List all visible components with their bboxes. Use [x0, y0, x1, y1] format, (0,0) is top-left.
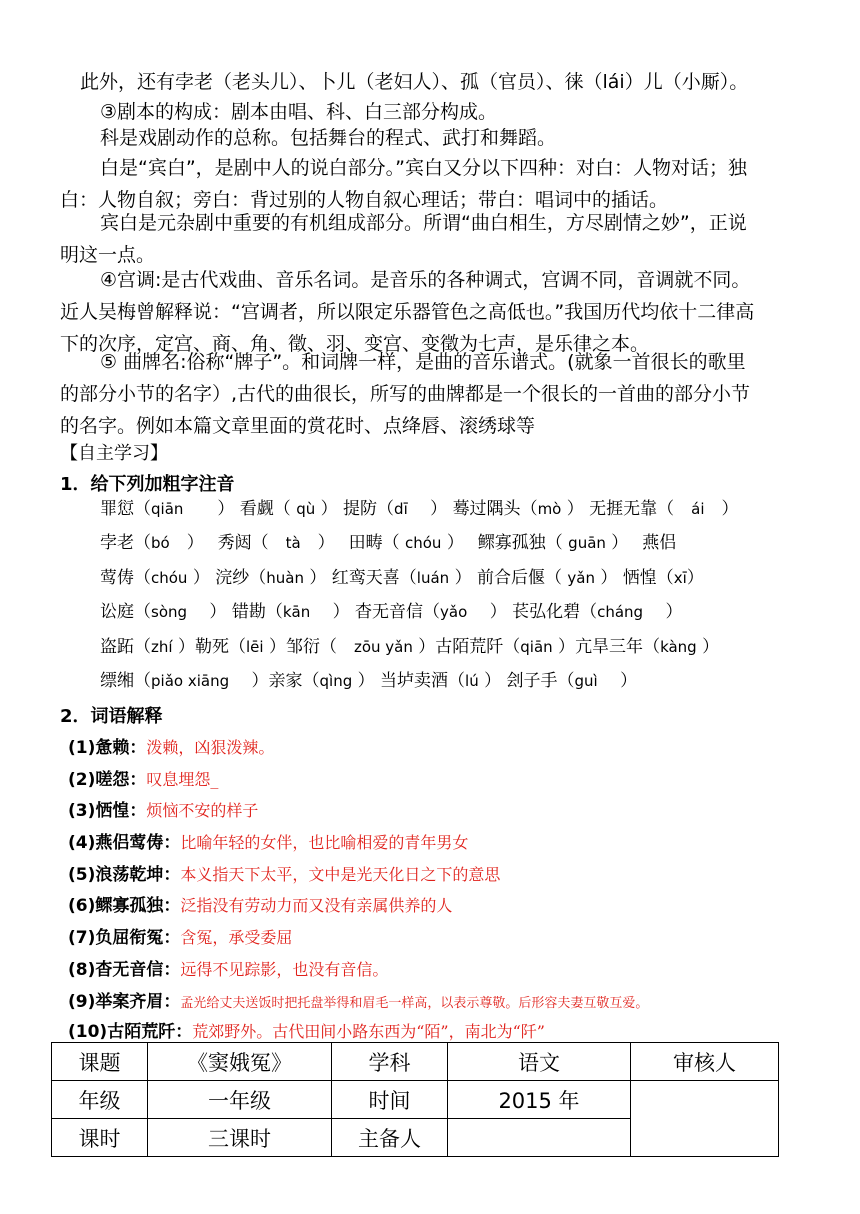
- vocab-word: 杳无音信: [355, 602, 424, 622]
- pinyin: lú: [465, 672, 479, 690]
- pinyin: ái: [691, 500, 705, 518]
- term-label: (7)负屈衔冤：: [68, 928, 181, 948]
- section-title: 【自主学习】: [60, 443, 168, 464]
- vocab-word: 田畴: [348, 533, 383, 553]
- vocab-word: 孛老: [100, 533, 134, 553]
- term-label: (2)嗟怨：: [68, 770, 147, 790]
- term-label: (4)燕侣莺俦：: [68, 833, 181, 853]
- vocab-word: 提防: [343, 499, 378, 519]
- vocab-word: 刽子手: [506, 671, 558, 691]
- term-item: [68, 955, 388, 980]
- term-item: [68, 765, 218, 790]
- term-label: (10)古陌荒阡：: [68, 1022, 193, 1042]
- pinyin: xī: [673, 569, 687, 587]
- term-item: [68, 1017, 545, 1042]
- pinyin: zōu yǎn: [353, 638, 413, 656]
- pinyin: chóu: [405, 534, 442, 552]
- paragraph: [80, 66, 748, 98]
- pinyin: guì: [574, 672, 598, 690]
- term-label: (3)恓惶：: [68, 801, 147, 821]
- pinyin: bó: [151, 534, 170, 552]
- term-label: (5)浪荡乾坤：: [68, 865, 181, 885]
- pinyin: kān: [282, 603, 311, 621]
- vocab-word: 前合后偃: [476, 568, 545, 588]
- vocab-word: 无捱无靠: [589, 499, 658, 519]
- vocab-word: 错勘: [231, 602, 266, 622]
- text-line: ⑤ 曲牌名:俗称“牌子”。和词牌一样，是曲的音乐谱式。(就象一首很长的歌里: [100, 351, 746, 373]
- term-item: [68, 796, 258, 821]
- pinyin: chóu: [151, 569, 188, 587]
- label-subject: 学科: [332, 1043, 448, 1081]
- question-1-title: 1．给下列加粗字注音: [60, 474, 235, 495]
- pinyin: dī: [394, 500, 408, 518]
- pinyin: sòng: [151, 603, 188, 621]
- vocab-word: 蓦过隅头: [452, 499, 521, 519]
- text-line: ③剧本的构成：剧本由唱、科、白三部分构成。: [100, 101, 498, 123]
- term-item: [68, 860, 500, 885]
- value-subject: 语文: [448, 1043, 631, 1081]
- vocab-word: 古陌荒阡: [435, 637, 504, 657]
- term-item: [68, 891, 452, 916]
- value-reviewer: [631, 1081, 779, 1157]
- vocab-word: 莺俦: [100, 568, 134, 588]
- value-hours: 三课时: [148, 1119, 332, 1157]
- text-line: 下的次序，定宫、商、角、徵、羽、变宫、变徵为七声，是乐律之本。: [60, 333, 650, 355]
- pinyin: qìng: [319, 672, 353, 690]
- pinyin: qù: [296, 500, 316, 518]
- lesson-info-table: [51, 1042, 779, 1157]
- text-line: 明这一点。: [60, 244, 156, 266]
- value-grade: 一年级: [148, 1081, 332, 1119]
- vocab-word: 红鸾天喜: [331, 568, 400, 588]
- label-topic: 课题: [52, 1043, 148, 1081]
- term-label: (8)杳无音信：: [68, 960, 181, 980]
- vocab-word: 邹衍: [285, 637, 320, 657]
- pinyin: yǎn: [567, 569, 595, 587]
- vocab-word: 恓惶: [622, 568, 657, 588]
- text-line: 白：人物自叙；旁白：背过别的人物自叙心理话；带白：唱词中的插话。: [60, 189, 669, 211]
- pinyin: yǎo: [440, 603, 468, 621]
- vocab-word: 罪愆: [100, 499, 134, 519]
- text-line: 宾白是元杂剧中重要的有机组成部分。所谓“曲白相生，方尽剧情之妙”，正说: [100, 212, 747, 234]
- vocab-row: 莺俦（chóu ） 浣纱（huàn ） 红鸾天喜（luán ） 前合后偃（ yǎn ） 恓惶（xī）: [100, 568, 704, 588]
- term-definition: 叹息埋怨_: [146, 770, 219, 789]
- pinyin: tà: [285, 534, 301, 552]
- label-grade: 年级: [52, 1081, 148, 1119]
- term-definition: 孟光给丈夫送饭时把托盘举得和眉毛一样高，以表示尊敬。后形容夫妻互敬互爱。: [180, 996, 649, 1011]
- text-line: 此外，还有孛老（老头儿）、卜儿（老妇人）、孤（官员）、徕（lái）儿（小厮）。: [80, 71, 749, 93]
- term-definition: 比喻年轻的女伴，也比喻相爱的青年男女: [180, 833, 469, 852]
- text-line: 的名字。例如本篇文章里面的赏花时、点绛唇、滚绣球等: [60, 415, 536, 437]
- vocab-word: 讼庭: [100, 602, 134, 622]
- pinyin: piǎo xiāng: [151, 672, 230, 690]
- vocab-word: 勒死: [194, 637, 229, 657]
- term-definition: 泛指没有劳动力而又没有亲属供养的人: [180, 896, 453, 915]
- term-label: (1)惫赖：: [68, 738, 147, 758]
- pinyin: guān: [568, 534, 606, 552]
- text-line: 科是戏剧动作的总称。包括舞台的程式、武打和舞蹈。: [100, 127, 557, 149]
- term-label: (6)鳏寡孤独：: [68, 896, 181, 916]
- vocab-word: 亲家: [268, 671, 303, 691]
- pinyin: zhí: [151, 638, 173, 656]
- text-line: 近人吴梅曾解释说：“宫调者，所以限定乐器管色之高低也。”我国历代均依十二律高: [60, 301, 755, 323]
- paragraph: [60, 346, 750, 442]
- term-definition: 远得不见踪影，也没有音信。: [180, 960, 389, 979]
- label-reviewer: 审核人: [631, 1043, 779, 1081]
- vocab-word: 亢旱三年: [575, 637, 644, 657]
- text-line: ④宫调:是古代戏曲、音乐名词。是音乐的各种调式，宫调不同，音调就不同。: [100, 269, 751, 291]
- vocab-row: 孛老（bó ） 秀闼（ tà ） 田畴（ chóu ） 鳏寡孤独（ guān ） 燕侣: [100, 533, 677, 553]
- value-time: 2015 年: [448, 1081, 631, 1119]
- vocab-word: 缥缃: [100, 671, 134, 691]
- vocab-word: 苌弘化碧: [512, 602, 581, 622]
- pinyin: mò: [537, 500, 562, 518]
- paragraph: [100, 122, 556, 154]
- vocab-word: 当垆卖酒: [380, 671, 449, 691]
- vocab-row: 缥缃（piǎo xiāng ）亲家（qìng ） 当垆卖酒（lú ） 刽子手（guì ）: [100, 671, 638, 691]
- vocab-word: 鳏寡孤独: [477, 533, 546, 553]
- term-definition: 本义指天下太平，文中是光天化日之下的意思: [180, 865, 501, 884]
- term-definition: 烦恼不安的样子: [146, 801, 259, 820]
- value-author: [448, 1119, 631, 1157]
- vocab-word: 浣纱: [215, 568, 250, 588]
- pinyin: qiān: [151, 500, 184, 518]
- term-item: [68, 987, 648, 1012]
- term-definition: 荒郊野外。古代田间小路东西为“陌”，南北为“阡”: [192, 1022, 545, 1041]
- pinyin: qiān: [520, 638, 553, 656]
- term-item: [68, 828, 468, 853]
- term-label: (9)举案齐眉：: [68, 992, 181, 1012]
- pinyin: cháng: [597, 603, 644, 621]
- pinyin: huàn: [266, 569, 304, 587]
- term-item: [68, 923, 292, 948]
- pinyin: luán: [416, 569, 450, 587]
- text-line: 白是“宾白”，是剧中人的说白部分。”宾白又分以下四种：对白：人物对话；独: [100, 157, 748, 179]
- label-hours: 课时: [52, 1119, 148, 1157]
- question-2-title: 2．词语解释: [60, 706, 163, 727]
- value-topic: 《窦娥冤》: [148, 1043, 332, 1081]
- label-time: 时间: [332, 1081, 448, 1119]
- paragraph: [60, 207, 747, 271]
- vocab-word: 秀闼: [217, 533, 252, 553]
- vocab-word: 燕侣: [642, 533, 677, 553]
- vocab-word: 盗跖: [100, 637, 134, 657]
- vocab-row: 罪愆（qiān ） 看觑（ qù ） 提防（dī ） 蓦过隅头（mò ） 无捱无靠（ ái ）: [100, 499, 739, 519]
- vocab-row: 盗跖（zhí ）勒死（lēi ）邹衍（ zōu yǎn ）古陌荒阡（qiān ）亢旱三年（kàng ）: [100, 637, 720, 657]
- text-line: 的部分小节的名字）,古代的曲很长，所写的曲牌都是一个很长的一首曲的部分小节: [60, 383, 751, 405]
- vocab-word: 看觑: [239, 499, 274, 519]
- pinyin: kàng: [660, 638, 697, 656]
- term-item: [68, 733, 274, 758]
- term-definition: 泼赖，凶狠泼辣。: [146, 738, 275, 757]
- term-definition: 含冤，承受委屈: [180, 928, 293, 947]
- label-author: 主备人: [332, 1119, 448, 1157]
- pinyin: lēi: [245, 638, 264, 656]
- vocab-row: 讼庭（sòng ） 错勘（kān ） 杳无音信（yǎo ） 苌弘化碧（cháng ）: [100, 602, 683, 622]
